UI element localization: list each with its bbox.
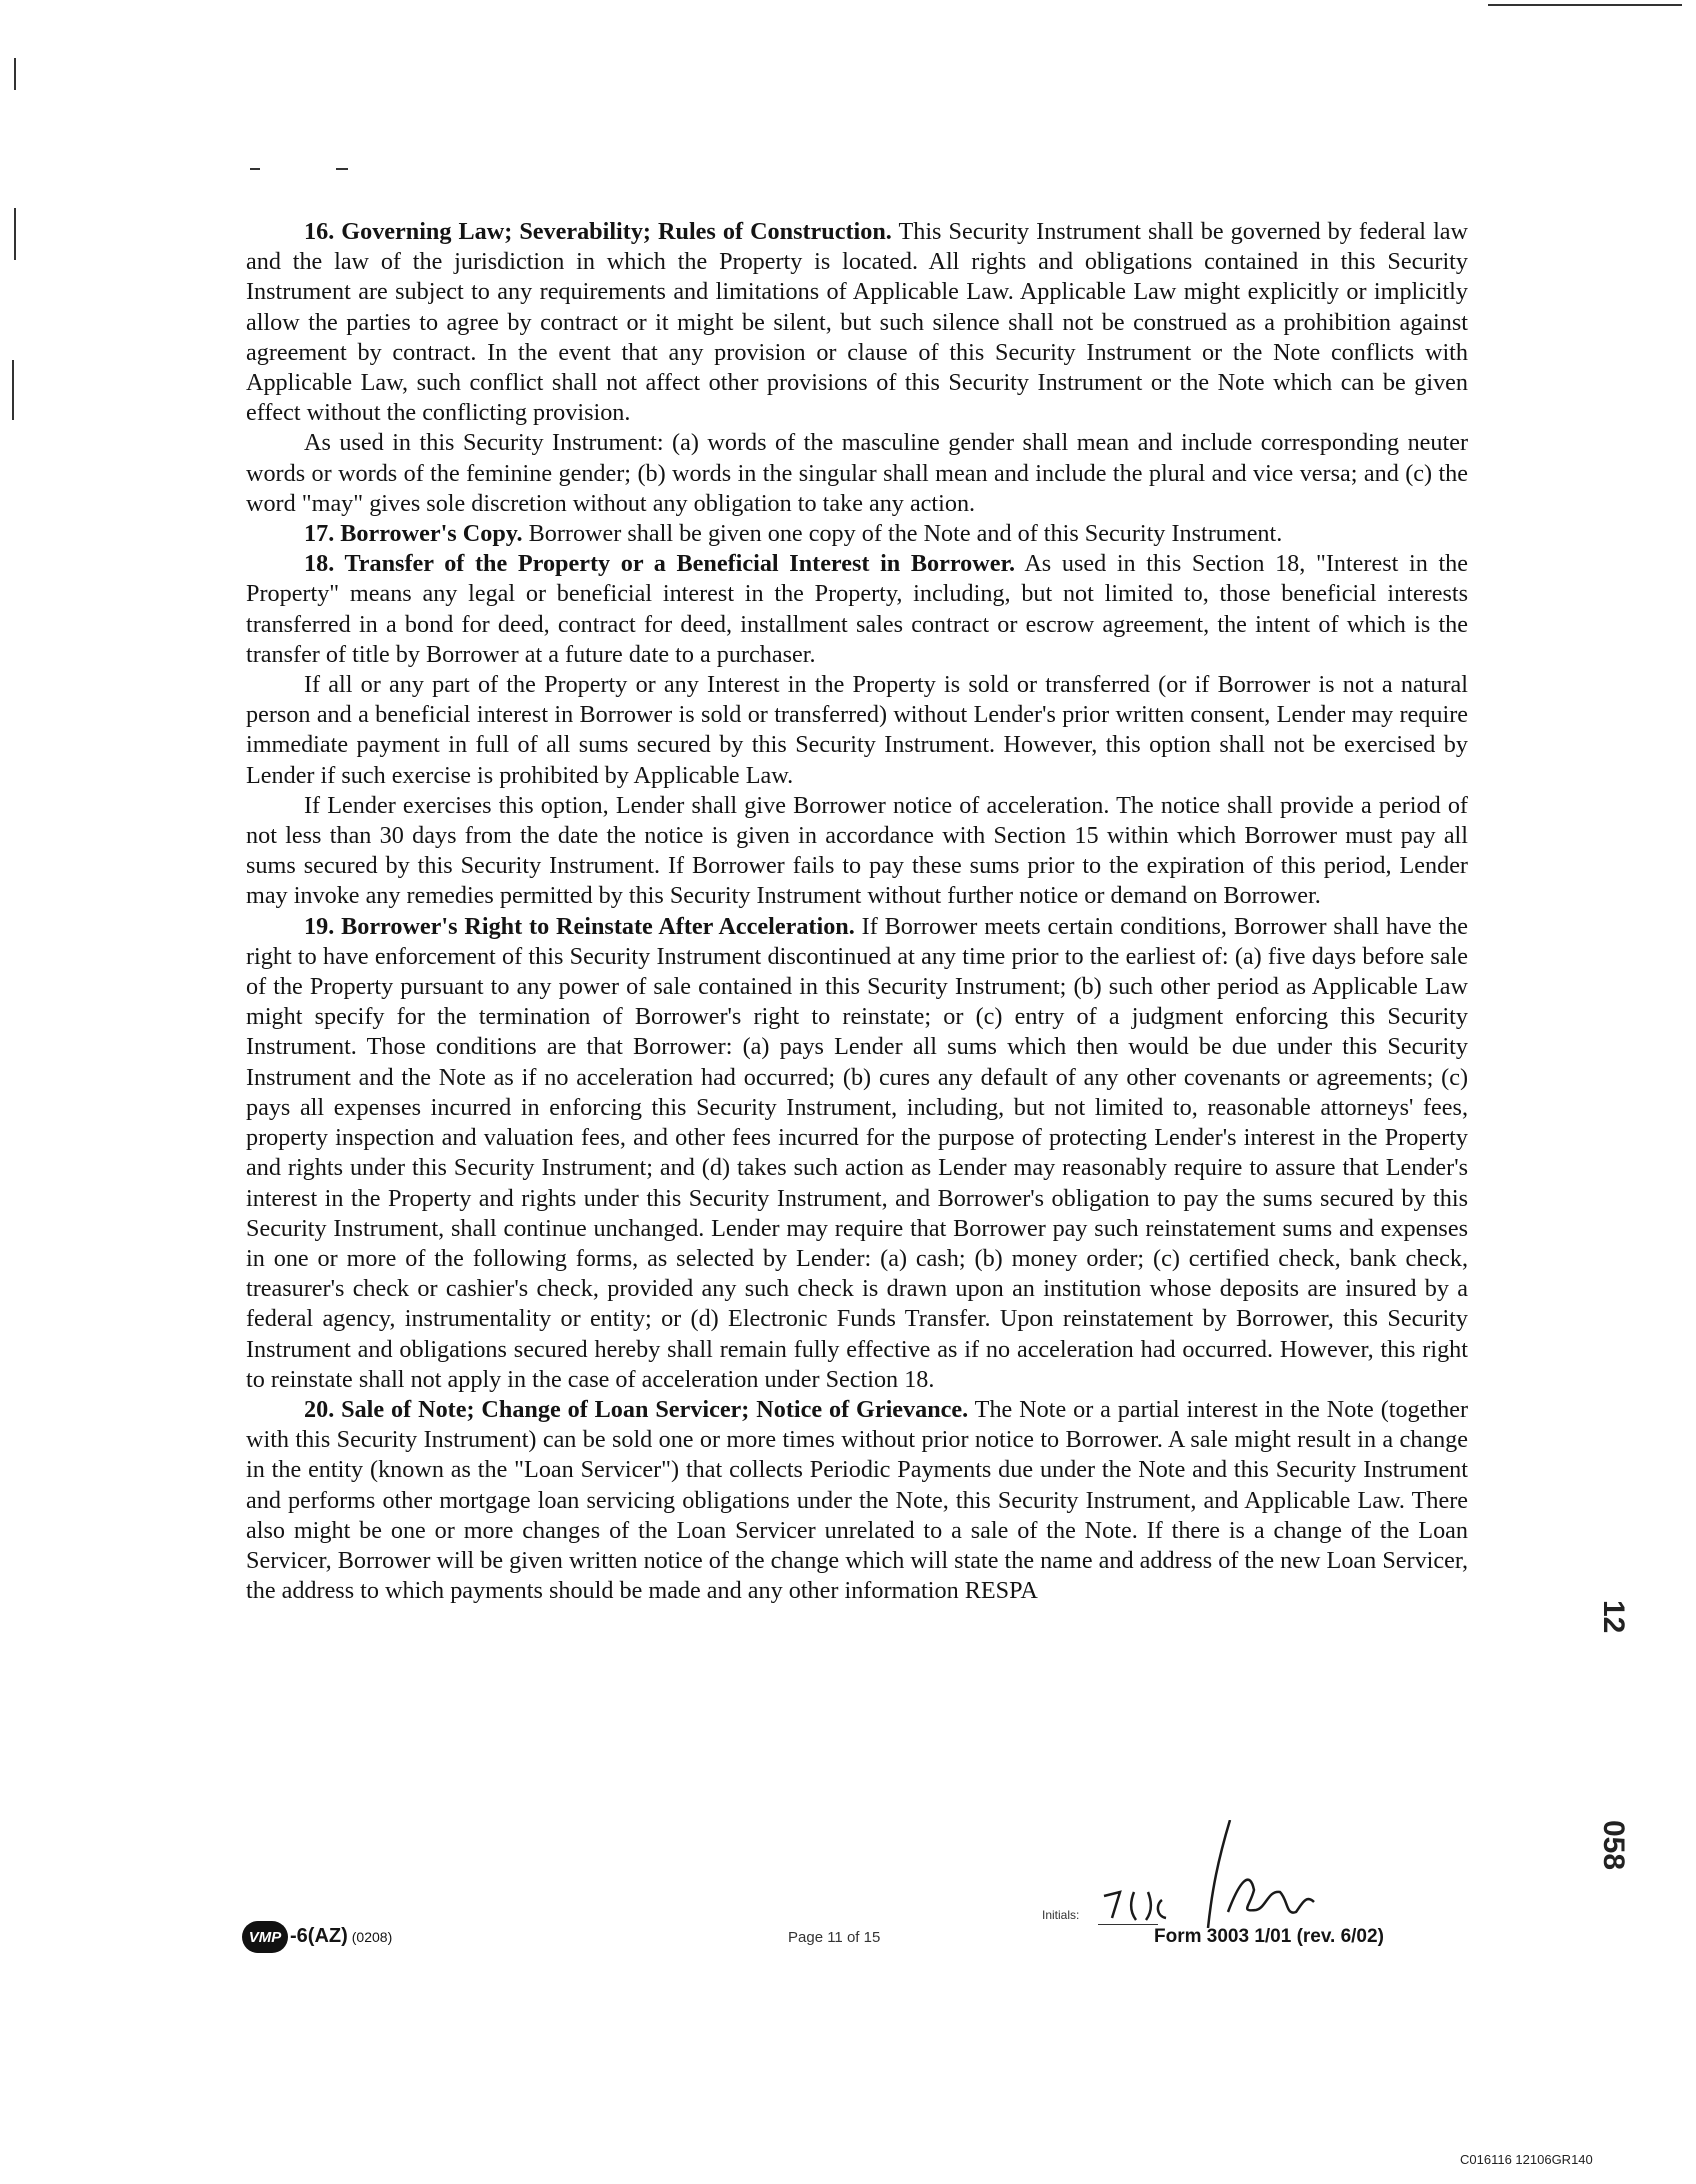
scan-mark xyxy=(1488,4,1682,6)
section-heading: 16. Governing Law; Severability; Rules of Construction. xyxy=(304,218,892,245)
section-16-paragraph: As used in this Security Instrument: (a) words of the masculine gender shall mean and include corresponding neuter words or words of the feminine gender; (b) words in the singular shall mean and include the plural and vice versa; and (c) the word "may" gives sole discretion without any obligation to take any action. xyxy=(246,429,1468,517)
section-text: Borrower shall be given one copy of the Note and of this Security Instrument. xyxy=(522,520,1283,548)
section-heading: 18. Transfer of the Property or a Beneficial Interest in Borrower. xyxy=(304,550,1016,578)
section-20 xyxy=(246,1395,1468,1606)
form-number: Form 3003 1/01 (rev. 6/02) xyxy=(1154,1926,1384,1947)
initials-label: Initials: xyxy=(1042,1908,1080,1922)
section-heading: 20. Sale of Note; Change of Loan Servicer; Notice of Grievance. xyxy=(304,1395,969,1423)
document-body xyxy=(246,217,1468,1606)
section-text: If Borrower meets certain conditions, Borrower shall have the right to have enforcement of this Security Instrument discontinued at any time prior to the earliest of: (a) five days before sale of the Property pursuant to any power of sale contained in this Security Instrument; (b) such other period as Applicable Law might specify for the termination of Borrower's right to reinstate; or (c) entry of a judgment enforcing this Security Instrument. Those conditions are that Borrower: (a) pays Lender all sums which then would be due under this Security Instrument and the Note as if no acceleration had occurred; (b) cures any default of any other covenants or agreements; (c) pays all expenses incurred in enforcing this Security Instrument, including, but not limited to, reasonable attorneys' fees, property inspection and valuation fees, and other fees incurred for the purpose of protecting Lender's interest in the Property and rights under this Security Instrument; and (d) takes such action as Lender may reasonably require to assure that Lender's interest in the Property and rights under this Security Instrument, and Borrower's obligation to pay the sums secured by this Security Instrument, shall continue unchanged. Lender may require that Borrower pay such reinstatement sums and expenses in one or more of the following forms, as selected by Lender: (a) cash; (b) money order; (c) certified check, bank check, treasurer's check or cashier's check, provided any such check is drawn upon an institution whose deposits are insured by a federal agency, instrumentality or entity; or (d) Electronic Funds Transfer. Upon reinstatement by Borrower, this Security Instrument and obligations secured hereby shall remain fully effective as if no acceleration had occurred. However, this right to reinstate shall not apply in the case of acceleration under Section 18. xyxy=(246,912,1468,1393)
section-19 xyxy=(246,912,1468,1395)
scan-mark xyxy=(336,168,348,170)
section-heading: 17. Borrower's Copy. xyxy=(304,520,523,548)
side-stamp-top: 12 xyxy=(1597,1600,1630,1634)
section-17 xyxy=(246,519,1468,549)
scan-mark xyxy=(14,208,16,260)
section-16 xyxy=(246,217,1468,428)
section-text: The Note or a partial interest in the Note (together with this Security Instrument) can be sold one or more times without prior notice to Borrower. A sale might result in a change in the entity (known as the "Loan Servicer") that collects Periodic Payments due under the Note and this Security Instrument and performs other mortgage loan servicing obligations under the Note, this Security Instrument, and Applicable Law. There also might be one or more changes of the Loan Servicer unrelated to a sale of the Note. If there is a change of the Loan Servicer, Borrower will be given written notice of the change which will state the name and address of the new Loan Servicer, the address to which payments should be made and any other information RESPA xyxy=(246,1395,1468,1605)
section-18-paragraph: If all or any part of the Property or any Interest in the Property is sold or transferred (or if Borrower is not a natural person and a beneficial interest in Borrower is sold or transferred) without Lender's prior written consent, Lender may require immediate payment in full of all sums secured by this Security Instrument. However, this option shall not be exercised by Lender if such exercise is prohibited by Applicable Law. xyxy=(246,671,1468,789)
section-18 xyxy=(246,549,1468,670)
section-text: This Security Instrument shall be governed by federal law and the law of the jurisdiction in which the Property is located. All rights and obligations contained in this Security Instrument are subject to any requirements and limitations of Applicable Law. Applicable Law might explicitly or implicitly allow the parties to agree by contract or it might be silent, but such silence shall not be construed as a prohibition against agreement by contract. In the event that any provision or clause of this Security Instrument or the Note conflicts with Applicable Law, such conflict shall not affect other provisions of this Security Instrument or the Note which can be given effect without the conflicting provision. xyxy=(246,218,1468,427)
section-text: As used in this Section 18, "Interest in the Property" means any legal or beneficial interest in the Property, including, but not limited to, those beneficial interests transferred in a bond for deed, contract for deed, installment sales contract or escrow agreement, the intent of which is the transfer of title by Borrower at a future date to a purchaser. xyxy=(246,550,1468,668)
scan-mark xyxy=(250,168,260,170)
document-code: C016116 12106GR140 xyxy=(1460,2152,1593,2167)
form-code-label: -6(AZ) xyxy=(290,1925,348,1947)
signature-mark xyxy=(1090,1820,1330,1940)
section-18-paragraph: If Lender exercises this option, Lender shall give Borrower notice of acceleration. The notice shall provide a period of not less than 30 days from the date the notice is given in accordance with Section 15 within which Borrower must pay all sums secured by this Security Instrument. If Borrower fails to pay these sums prior to the expiration of this period, Lender may invoke any remedies permitted by this Security Instrument without further notice or demand on Borrower. xyxy=(246,791,1468,910)
vmp-logo: VMP xyxy=(242,1921,288,1953)
scan-mark xyxy=(14,58,16,90)
section-heading: 19. Borrower's Right to Reinstate After Acceleration. xyxy=(304,912,855,940)
initials-line xyxy=(1098,1924,1158,1925)
form-code xyxy=(290,1925,392,1948)
scan-mark xyxy=(12,360,14,420)
form-code-suffix: (0208) xyxy=(351,1929,393,1945)
side-stamp-bottom: 058 xyxy=(1597,1820,1630,1871)
page-number: Page 11 of 15 xyxy=(788,1929,881,1946)
